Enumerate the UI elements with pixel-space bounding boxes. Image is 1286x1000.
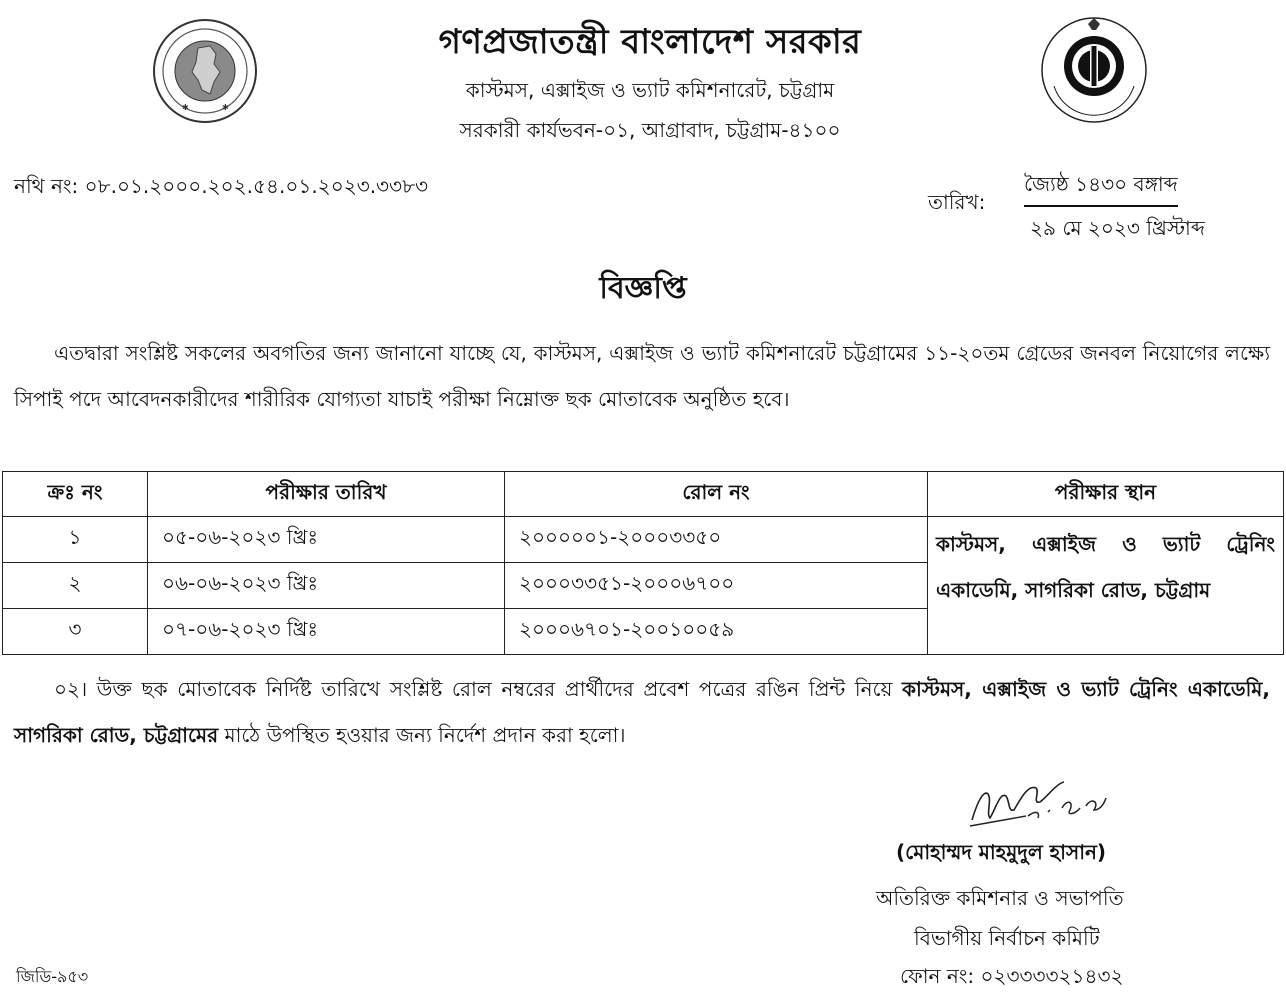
row-serial: ২ bbox=[3, 563, 148, 609]
government-title: গণপ্রজাতন্ত্রী বাংলাদেশ সরকার bbox=[438, 22, 862, 62]
date-bangla: জ্যৈষ্ঠ ১৪৩০ বঙ্গাব্দ bbox=[1024, 170, 1178, 207]
paragraph-2-venue: কাস্টমস, এক্সাইজ ও ভ্যাট ট্রেনিং একাডেমি, সাগরিকা রোড, চট্টগ্রামের bbox=[14, 677, 1270, 747]
header-venue: পরীক্ষার স্থান bbox=[928, 472, 1284, 517]
memo-number: নথি নং: ০৮.০১.২০০০.২০২.৫৪.০১.২০২৩.৩৩৮৩ bbox=[14, 174, 429, 198]
row-date: ০৬-০৬-২০২৩ খ্রিঃ bbox=[148, 563, 505, 609]
office-address: সরকারী কার্যভবন-০১, আগ্রাবাদ, চট্টগ্রাম-৪১০০ bbox=[459, 118, 841, 142]
signatory-name: (মোহাম্মদ মাহমুদুল হাসান) bbox=[896, 840, 1107, 864]
notice-title: বিজ্ঞপ্তি bbox=[599, 271, 687, 306]
handwritten-signature bbox=[966, 770, 1126, 836]
date-label: তারিখ: bbox=[928, 190, 986, 214]
exam-schedule-table bbox=[2, 471, 1284, 655]
customs-vat-seal-icon bbox=[1040, 16, 1148, 124]
svg-text:✱: ✱ bbox=[182, 103, 189, 112]
gd-number: জিডি-৯৫৩ bbox=[16, 967, 89, 986]
notice-paragraph-2 bbox=[14, 666, 1270, 758]
office-name: কাস্টমস, এক্সাইজ ও ভ্যাট কমিশনারেট, চট্টগ্রাম bbox=[465, 78, 835, 102]
row-date: ০৭-০৬-২০২৩ খ্রিঃ bbox=[148, 609, 505, 655]
signatory-designation: অতিরিক্ত কমিশনার ও সভাপতি bbox=[876, 886, 1124, 910]
table-row bbox=[3, 517, 1284, 563]
row-serial: ৩ bbox=[3, 609, 148, 655]
government-seal-icon bbox=[152, 18, 258, 124]
header-serial: ক্রঃ নং bbox=[3, 472, 148, 517]
date-english: ২৯ মে ২০২৩ খ্রিস্টাব্দ bbox=[1030, 216, 1205, 240]
row-roll: ২০০০০০১-২০০০৩৩৫০ bbox=[505, 517, 928, 563]
row-serial: ১ bbox=[3, 517, 148, 563]
row-roll: ২০০০৩৩৫১-২০০০৬৭০০ bbox=[505, 563, 928, 609]
header-roll: রোল নং bbox=[505, 472, 928, 517]
header-date: পরীক্ষার তারিখ bbox=[148, 472, 505, 517]
row-date: ০৫-০৬-২০২৩ খ্রিঃ bbox=[148, 517, 505, 563]
paragraph-2-prefix: ০২। উক্ত ছক মোতাবেক নির্দিষ্ট তারিখে সংশ্লিষ্ট রোল নম্বরের প্রার্থীদের প্রবেশ পত্রের রঙিন প্রিন্ট নিয়ে bbox=[54, 677, 902, 701]
phone-number: ফোন নং: ০২৩৩৩৩২১৪৩২ bbox=[900, 964, 1124, 988]
notice-paragraph-1: এতদ্বারা সংশ্লিষ্ট সকলের অবগতির জন্য জানানো যাচ্ছে যে, কাস্টমস, এক্সাইজ ও ভ্যাট কমিশনারেট চট্টগ্রামের ১১-২০তম গ্রেডের জনবল নিয়োগের লক্ষ্যে সিপাই পদে আবেদনকারীদের শারীরিক যোগ্যতা যাচাই পরীক্ষা নিম্নোক্ত ছক মোতাবেক অনুষ্ঠিত হবে। bbox=[14, 341, 1270, 411]
signatory-committee: বিভাগীয় নির্বাচন কমিটি bbox=[914, 926, 1100, 950]
paragraph-2-suffix: মাঠে উপস্থিত হওয়ার জন্য নির্দেশ প্রদান করা হলো। bbox=[218, 723, 626, 747]
exam-venue: কাস্টমস, এক্সাইজ ও ভ্যাট ট্রেনিং একাডেমি, সাগরিকা রোড, চট্টগ্রাম bbox=[928, 517, 1284, 655]
table-header-row bbox=[3, 472, 1284, 517]
row-roll: ২০০০৬৭০১-২০০১০০৫৯ bbox=[505, 609, 928, 655]
svg-text:✱: ✱ bbox=[222, 103, 229, 112]
